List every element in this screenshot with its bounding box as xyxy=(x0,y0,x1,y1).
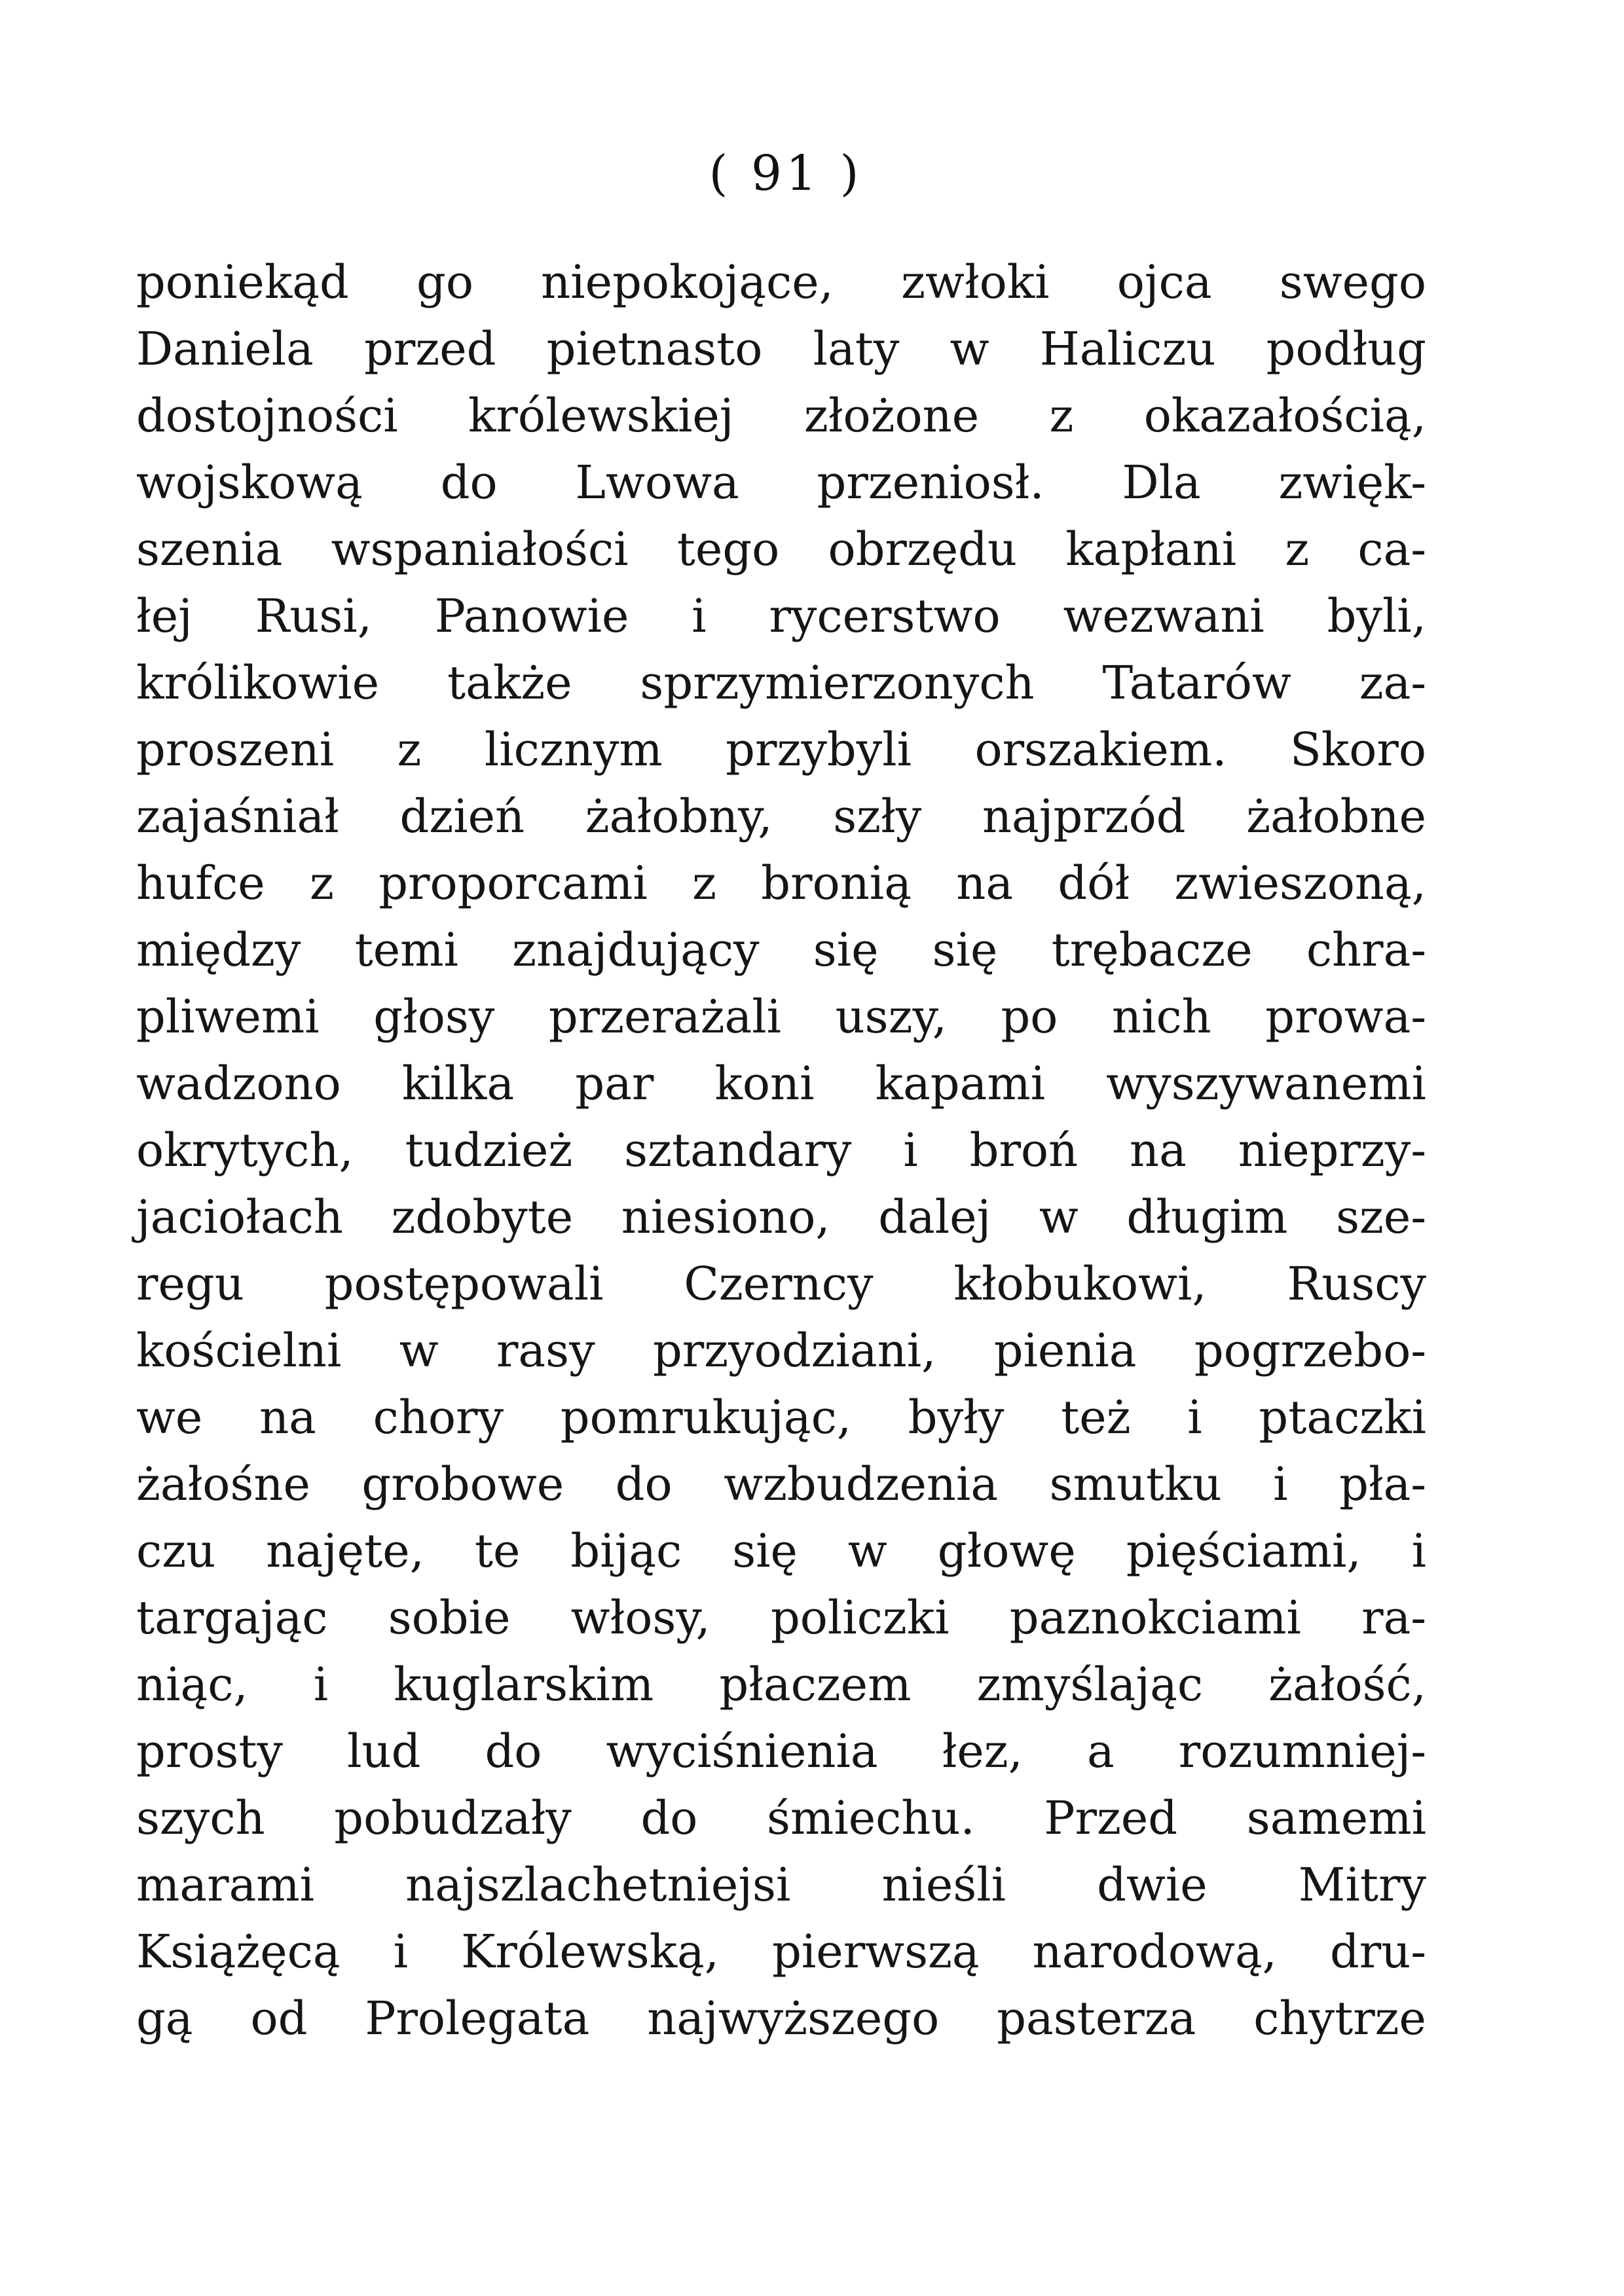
text-line: regu postępowali Czerncy kłobukowi, Ruscy xyxy=(136,1257,1426,1311)
text-line: niąc, i kuglarskim płaczem zmyślając żałość, xyxy=(136,1658,1426,1711)
text-line: pliwemi głosy przerażali uszy, po nich prowa- xyxy=(136,990,1426,1044)
text-line: kościelni w rasy przyodziani, pienia pogrzebo- xyxy=(136,1324,1426,1377)
text-line: proszeni z licznym przybyli orszakiem. Skoro xyxy=(136,723,1426,776)
text-line: dostojności królewskiej złożone z okazałością, xyxy=(136,389,1426,443)
text-line: wadzono kilka par koni kapami wyszywanemi xyxy=(136,1057,1426,1110)
text-line: hufce z proporcami z bronią na dół zwieszoną, xyxy=(136,856,1426,910)
body-text xyxy=(136,249,1426,2052)
text-line: poniekąd go niepokojące, zwłoki ojca swego xyxy=(136,255,1426,309)
text-line: królikowie także sprzymierzonych Tatarów za- xyxy=(136,656,1426,710)
text-line: między temi znajdujący się się trębacze chra- xyxy=(136,923,1426,977)
text-line: wojskową do Lwowa przeniosł. Dla zwięk- xyxy=(136,456,1426,509)
text-line: zajaśniał dzień żałobny, szły najprzód żałobne xyxy=(136,790,1426,843)
text-line: żałośne grobowe do wzbudzenia smutku i pła- xyxy=(136,1457,1426,1511)
page-number: ( 91 ) xyxy=(709,145,863,202)
text-line: we na chory pomrukując, były też i ptaczki xyxy=(136,1391,1426,1444)
text-line: okrytych, tudzież sztandary i broń na nieprzy- xyxy=(136,1123,1426,1177)
text-line: szenia wspaniałości tego obrzędu kapłani z ca- xyxy=(136,522,1426,576)
text-line: Książęcą i Królewską, pierwszą narodową, dru- xyxy=(136,1925,1426,1978)
text-line: łej Rusi, Panowie i rycerstwo wezwani byli, xyxy=(136,589,1426,643)
text-line: szych pobudzały do śmiechu. Przed samemi xyxy=(136,1791,1426,1845)
text-line: gą od Prolegata najwyższego pasterza chytrze xyxy=(136,1992,1426,2045)
text-line: jaciołach zdobyte niesiono, dalej w długim sze- xyxy=(136,1190,1426,1244)
text-line: prosty lud do wyciśnienia łez, a rozumniej- xyxy=(136,1724,1426,1778)
text-line: Daniela przed pietnasto laty w Haliczu podług xyxy=(136,322,1426,376)
text-line: czu najęte, te bijąc się w głowę pięściami, i xyxy=(136,1524,1426,1578)
text-line: marami najszlachetniejsi nieśli dwie Mitry xyxy=(136,1858,1426,1912)
text-line: targając sobie włosy, policzki paznokciami ra- xyxy=(136,1591,1426,1645)
